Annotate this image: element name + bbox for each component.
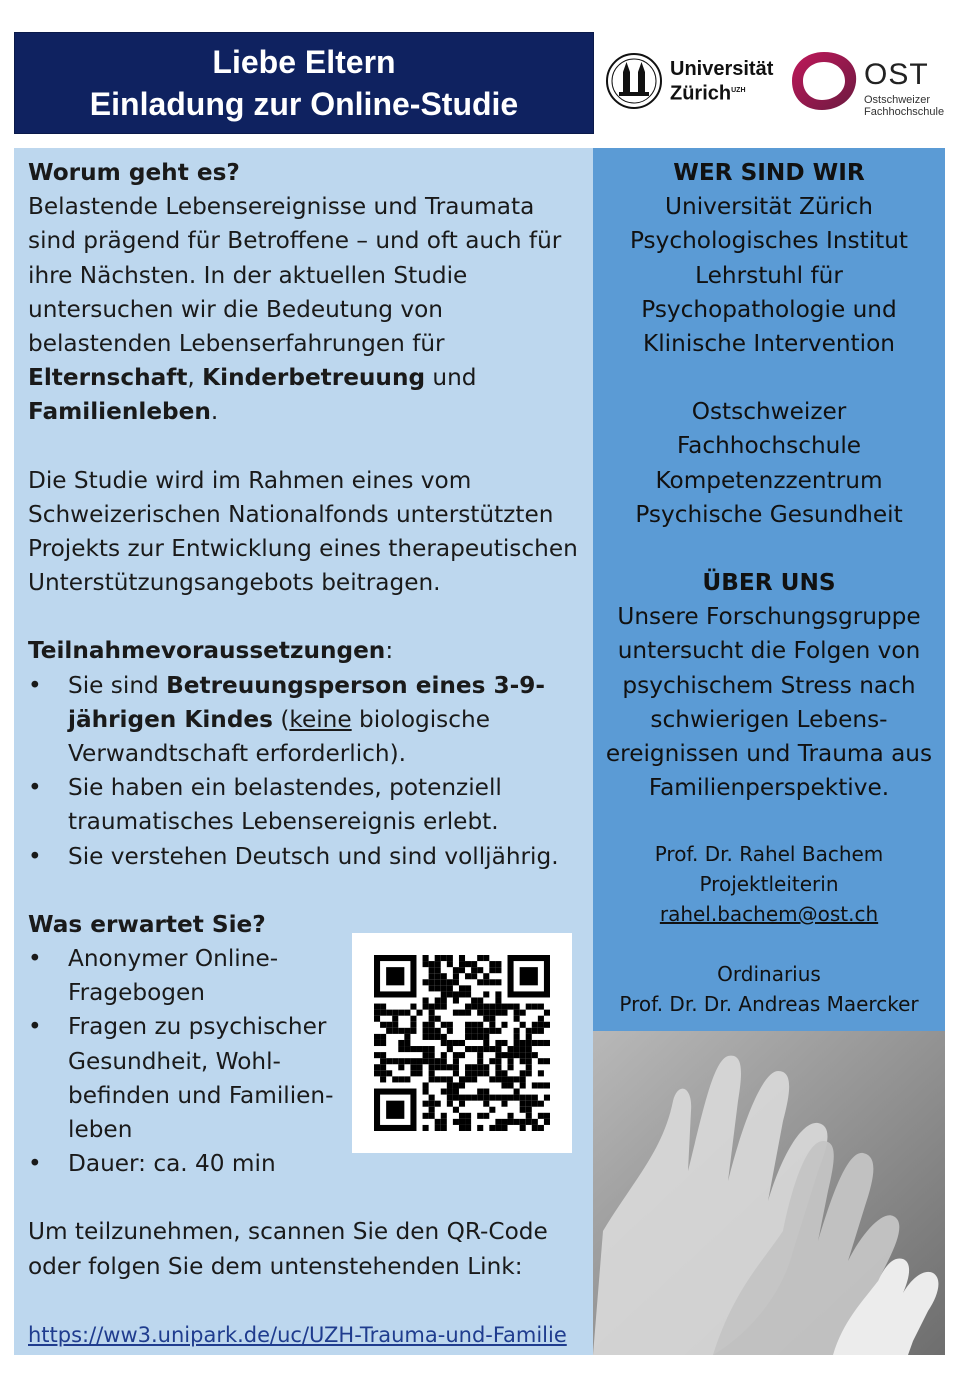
logo-area [600, 40, 950, 130]
about-line: schwierigen Lebens- [650, 705, 888, 733]
about-heading: ÜBER UNS [702, 569, 836, 597]
about-line: ereignissen und Trauma aus [605, 740, 933, 768]
req1-text-a: Sie sind [68, 671, 167, 699]
contacts [593, 839, 945, 1019]
right-text [593, 156, 945, 1019]
cta-text: Um teilzunehmen, scannen Sie den QR-Code oder folgen Sie dem untenstehenden Link: [28, 1218, 548, 1280]
ordinarius-name: Prof. Dr. Dr. Andreas Maercker [619, 992, 919, 1017]
who-line: Universität Zürich [665, 193, 873, 221]
who-line: Klinische Intervention [643, 330, 895, 358]
intro-bold-2: Kinderbetreuung [202, 364, 426, 392]
intro-und: und [425, 364, 477, 392]
ost-sub-2: Fachhochschule [864, 106, 945, 118]
lead-name: Prof. Dr. Rahel Bachem [654, 842, 884, 867]
intro-end: . [210, 398, 219, 426]
uzh-line-2: Zürich [670, 82, 732, 105]
ost-ring-icon [788, 48, 860, 114]
worum-heading: Worum geht es? [28, 159, 240, 186]
ost-name: OST [864, 58, 929, 91]
uzh-sup: UZH [731, 87, 746, 94]
requirements-list [28, 669, 588, 874]
who-line: Psychologisches Institut [629, 227, 909, 255]
right-panel [593, 148, 945, 1031]
list-item: • Dauer: ca. 40 min [28, 1147, 348, 1181]
req1-underlined: keine [289, 705, 352, 733]
title-line-1: Liebe Eltern [212, 44, 396, 80]
ost-subtitle [864, 94, 944, 118]
about-line: Familienperspektive. [648, 774, 890, 802]
list-item: • Sie verstehen Deutsch und sind volljährig. [28, 840, 588, 874]
intro-comma: , [187, 364, 195, 392]
ost-line: Fachhochschule [676, 432, 862, 460]
list-item: • Sie haben ein belastendes, potenziell traumatisches Lebensereignis erlebt. [28, 771, 588, 839]
ost-line: Kompetenzzentrum [655, 466, 883, 494]
req1-text-b: ( [272, 705, 290, 733]
uzh-line-1: Universität [670, 58, 774, 80]
uzh-wordmark [670, 58, 773, 105]
left-text [28, 156, 588, 1352]
about-line: untersucht die Folgen von [617, 637, 921, 665]
expect-heading: Was erwartet Sie? [28, 910, 266, 938]
who-line: Lehrstuhl für [695, 261, 843, 289]
requirements-colon: : [385, 637, 394, 665]
requirements-heading: Teilnahmevoraussetzungen [28, 637, 386, 665]
uzh-seal-icon [605, 52, 663, 110]
intro-bold-3: Familienleben [28, 398, 211, 426]
about-line: Unsere Forschungsgruppe [617, 603, 921, 631]
req1-text-c: biologische Verwandtschaft erforderlich). [68, 705, 490, 768]
hands-photo [593, 1031, 945, 1355]
left-panel [14, 148, 593, 1355]
intro-paragraph [28, 190, 588, 429]
list-item: • Fragen zu psychischer Gesundheit, Wohl-befinden und Familien-leben [28, 1010, 348, 1147]
req1-bold: Betreuungsperson eines 3-9-jährigen Kindes [68, 671, 546, 733]
about-line: psychischem Stress nach [622, 671, 916, 699]
title-banner [14, 32, 594, 134]
ost-line: Psychische Gesundheit [635, 500, 903, 528]
qr-code[interactable] [352, 933, 572, 1153]
list-item: • Anonymer Online-Fragebogen [28, 942, 348, 1010]
lead-role: Projektleiterin [699, 872, 839, 897]
qr-code-icon [374, 955, 550, 1131]
list-item [28, 669, 588, 772]
ost-sub-1: Ostschweizer [864, 94, 931, 106]
ordinarius-role: Ordinarius [717, 962, 821, 987]
title-line-2: Einladung zur Online-Studie [89, 86, 519, 122]
who-line: Psychopathologie und [641, 295, 897, 323]
expect-list [28, 942, 348, 1181]
study-paragraph: Die Studie wird im Rahmen eines vom Schweizerischen Nationalfonds unterstützten Projekts zur Entwicklung eines therapeutischen Unterstützungsangebots beitragen. [28, 466, 578, 597]
who-heading: WER SIND WIR [673, 159, 865, 186]
intro-text: Belastende Lebensereignisse und Traumata sind prägend für Betroffene – und oft auch für ihre Nächsten. In der aktuellen Studie untersuchen wir die Bedeutung von belastenden Lebenserfahrungen für [28, 193, 562, 358]
hands-illustration [593, 1031, 945, 1355]
ost-line: Ostschweizer [691, 398, 847, 426]
lead-email-link[interactable]: rahel.bachem@ost.ch [659, 902, 879, 927]
intro-bold-1: Elternschaft [28, 364, 188, 392]
survey-link[interactable]: https://ww3.unipark.de/uc/UZH-Trauma-und-Familie [28, 1322, 567, 1347]
